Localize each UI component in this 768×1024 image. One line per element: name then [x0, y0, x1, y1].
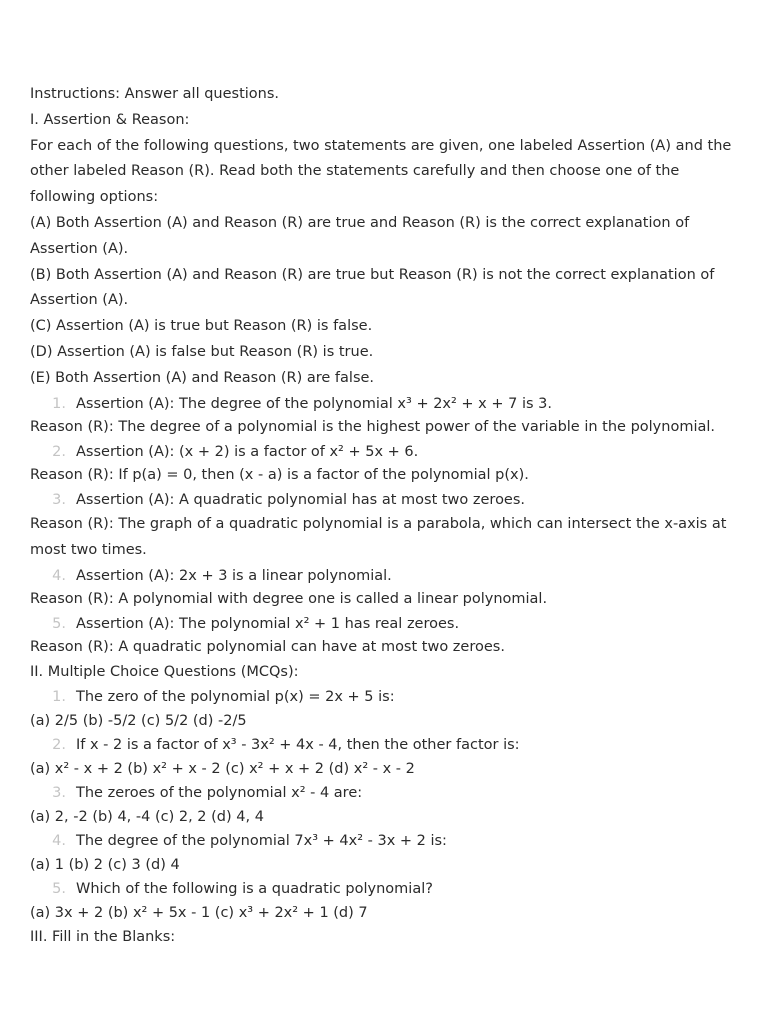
- list-number: 1.: [52, 395, 66, 412]
- section2-heading: II. Multiple Choice Questions (MCQs):: [30, 663, 299, 680]
- section1-intro: For each of the following questions, two statements are given, one labeled Assertion (A) and the other labeled Reason (R). Read both the statements carefully and then choose one of the following options:: [30, 137, 732, 206]
- ar-item-5: [30, 612, 732, 637]
- option-a: (A) Both Assertion (A) and Reason (R) are true and Reason (R) is the correct explanation of Assertion (A).: [30, 214, 690, 257]
- section3-heading: III. Fill in the Blanks:: [30, 929, 176, 946]
- list-number: 1.: [52, 689, 66, 706]
- ar-item-3: [30, 488, 732, 513]
- choices-text: (a) 1 (b) 2 (c) 3 (d) 4: [30, 856, 180, 873]
- option-e: (E) Both Assertion (A) and Reason (R) are false.: [30, 369, 375, 386]
- reason-text: Reason (R): The degree of a polynomial is the highest power of the variable in the polynomial.: [30, 419, 715, 436]
- question-text: Which of the following is a quadratic polynomial?: [76, 881, 433, 898]
- ar-item-4: [30, 564, 732, 589]
- list-number: 2.: [52, 443, 66, 460]
- question-text: The zero of the polynomial p(x) = 2x + 5 is:: [76, 689, 395, 706]
- question-text: The degree of the polynomial 7x³ + 4x² - 3x + 2 is:: [76, 833, 447, 850]
- list-number: 3.: [52, 785, 66, 802]
- list-number: 2.: [52, 737, 66, 754]
- assertion-text: Assertion (A): (x + 2) is a factor of x² + 5x + 6.: [76, 443, 419, 460]
- mcq-item-1: [30, 685, 732, 710]
- instructions-text: Instructions: Answer all questions.: [30, 86, 280, 102]
- mcq-item-2: [30, 733, 732, 758]
- ar-item-1: [30, 392, 732, 417]
- assertion-text: Assertion (A): 2x + 3 is a linear polynomial.: [76, 567, 392, 584]
- option-c: (C) Assertion (A) is true but Reason (R) is false.: [30, 318, 373, 335]
- choices-text: (a) 3x + 2 (b) x² + 5x - 1 (c) x³ + 2x² + 1 (d) 7: [30, 904, 368, 921]
- reason-text: Reason (R): A polynomial with degree one is called a linear polynomial.: [30, 591, 548, 608]
- assertion-text: Assertion (A): A quadratic polynomial has at most two zeroes.: [76, 491, 526, 508]
- question-text: The zeroes of the polynomial x² - 4 are:: [76, 785, 363, 802]
- mcq-item-3: [30, 781, 732, 806]
- list-number: 5.: [52, 615, 66, 632]
- ar-item-2: [30, 440, 732, 465]
- mcq-item-4: [30, 829, 732, 854]
- reason-text: Reason (R): If p(a) = 0, then (x - a) is a factor of the polynomial p(x).: [30, 467, 529, 484]
- option-b: (B) Both Assertion (A) and Reason (R) are true but Reason (R) is not the correct explanation of Assertion (A).: [30, 266, 715, 309]
- list-number: 4.: [52, 833, 66, 850]
- mcq-item-5: [30, 877, 732, 902]
- assertion-text: Assertion (A): The degree of the polynomial x³ + 2x² + x + 7 is 3.: [76, 395, 552, 412]
- assertion-text: Assertion (A): The polynomial x² + 1 has real zeroes.: [76, 615, 460, 632]
- reason-text: Reason (R): The graph of a quadratic polynomial is a parabola, which can intersect the x-axis at most two times.: [30, 516, 727, 558]
- section1-heading: I. Assertion & Reason:: [30, 111, 190, 128]
- reason-text: Reason (R): A quadratic polynomial can have at most two zeroes.: [30, 639, 505, 656]
- choices-text: (a) x² - x + 2 (b) x² + x - 2 (c) x² + x + 2 (d) x² - x - 2: [30, 760, 415, 777]
- list-number: 5.: [52, 881, 66, 898]
- list-number: 3.: [52, 491, 66, 508]
- list-number: 4.: [52, 567, 66, 584]
- question-text: If x - 2 is a factor of x³ - 3x² + 4x - 4, then the other factor is:: [76, 737, 520, 754]
- choices-text: (a) 2, -2 (b) 4, -4 (c) 2, 2 (d) 4, 4: [30, 808, 264, 825]
- choices-text: (a) 2/5 (b) -5/2 (c) 5/2 (d) -2/5: [30, 712, 247, 729]
- option-d: (D) Assertion (A) is false but Reason (R) is true.: [30, 343, 374, 360]
